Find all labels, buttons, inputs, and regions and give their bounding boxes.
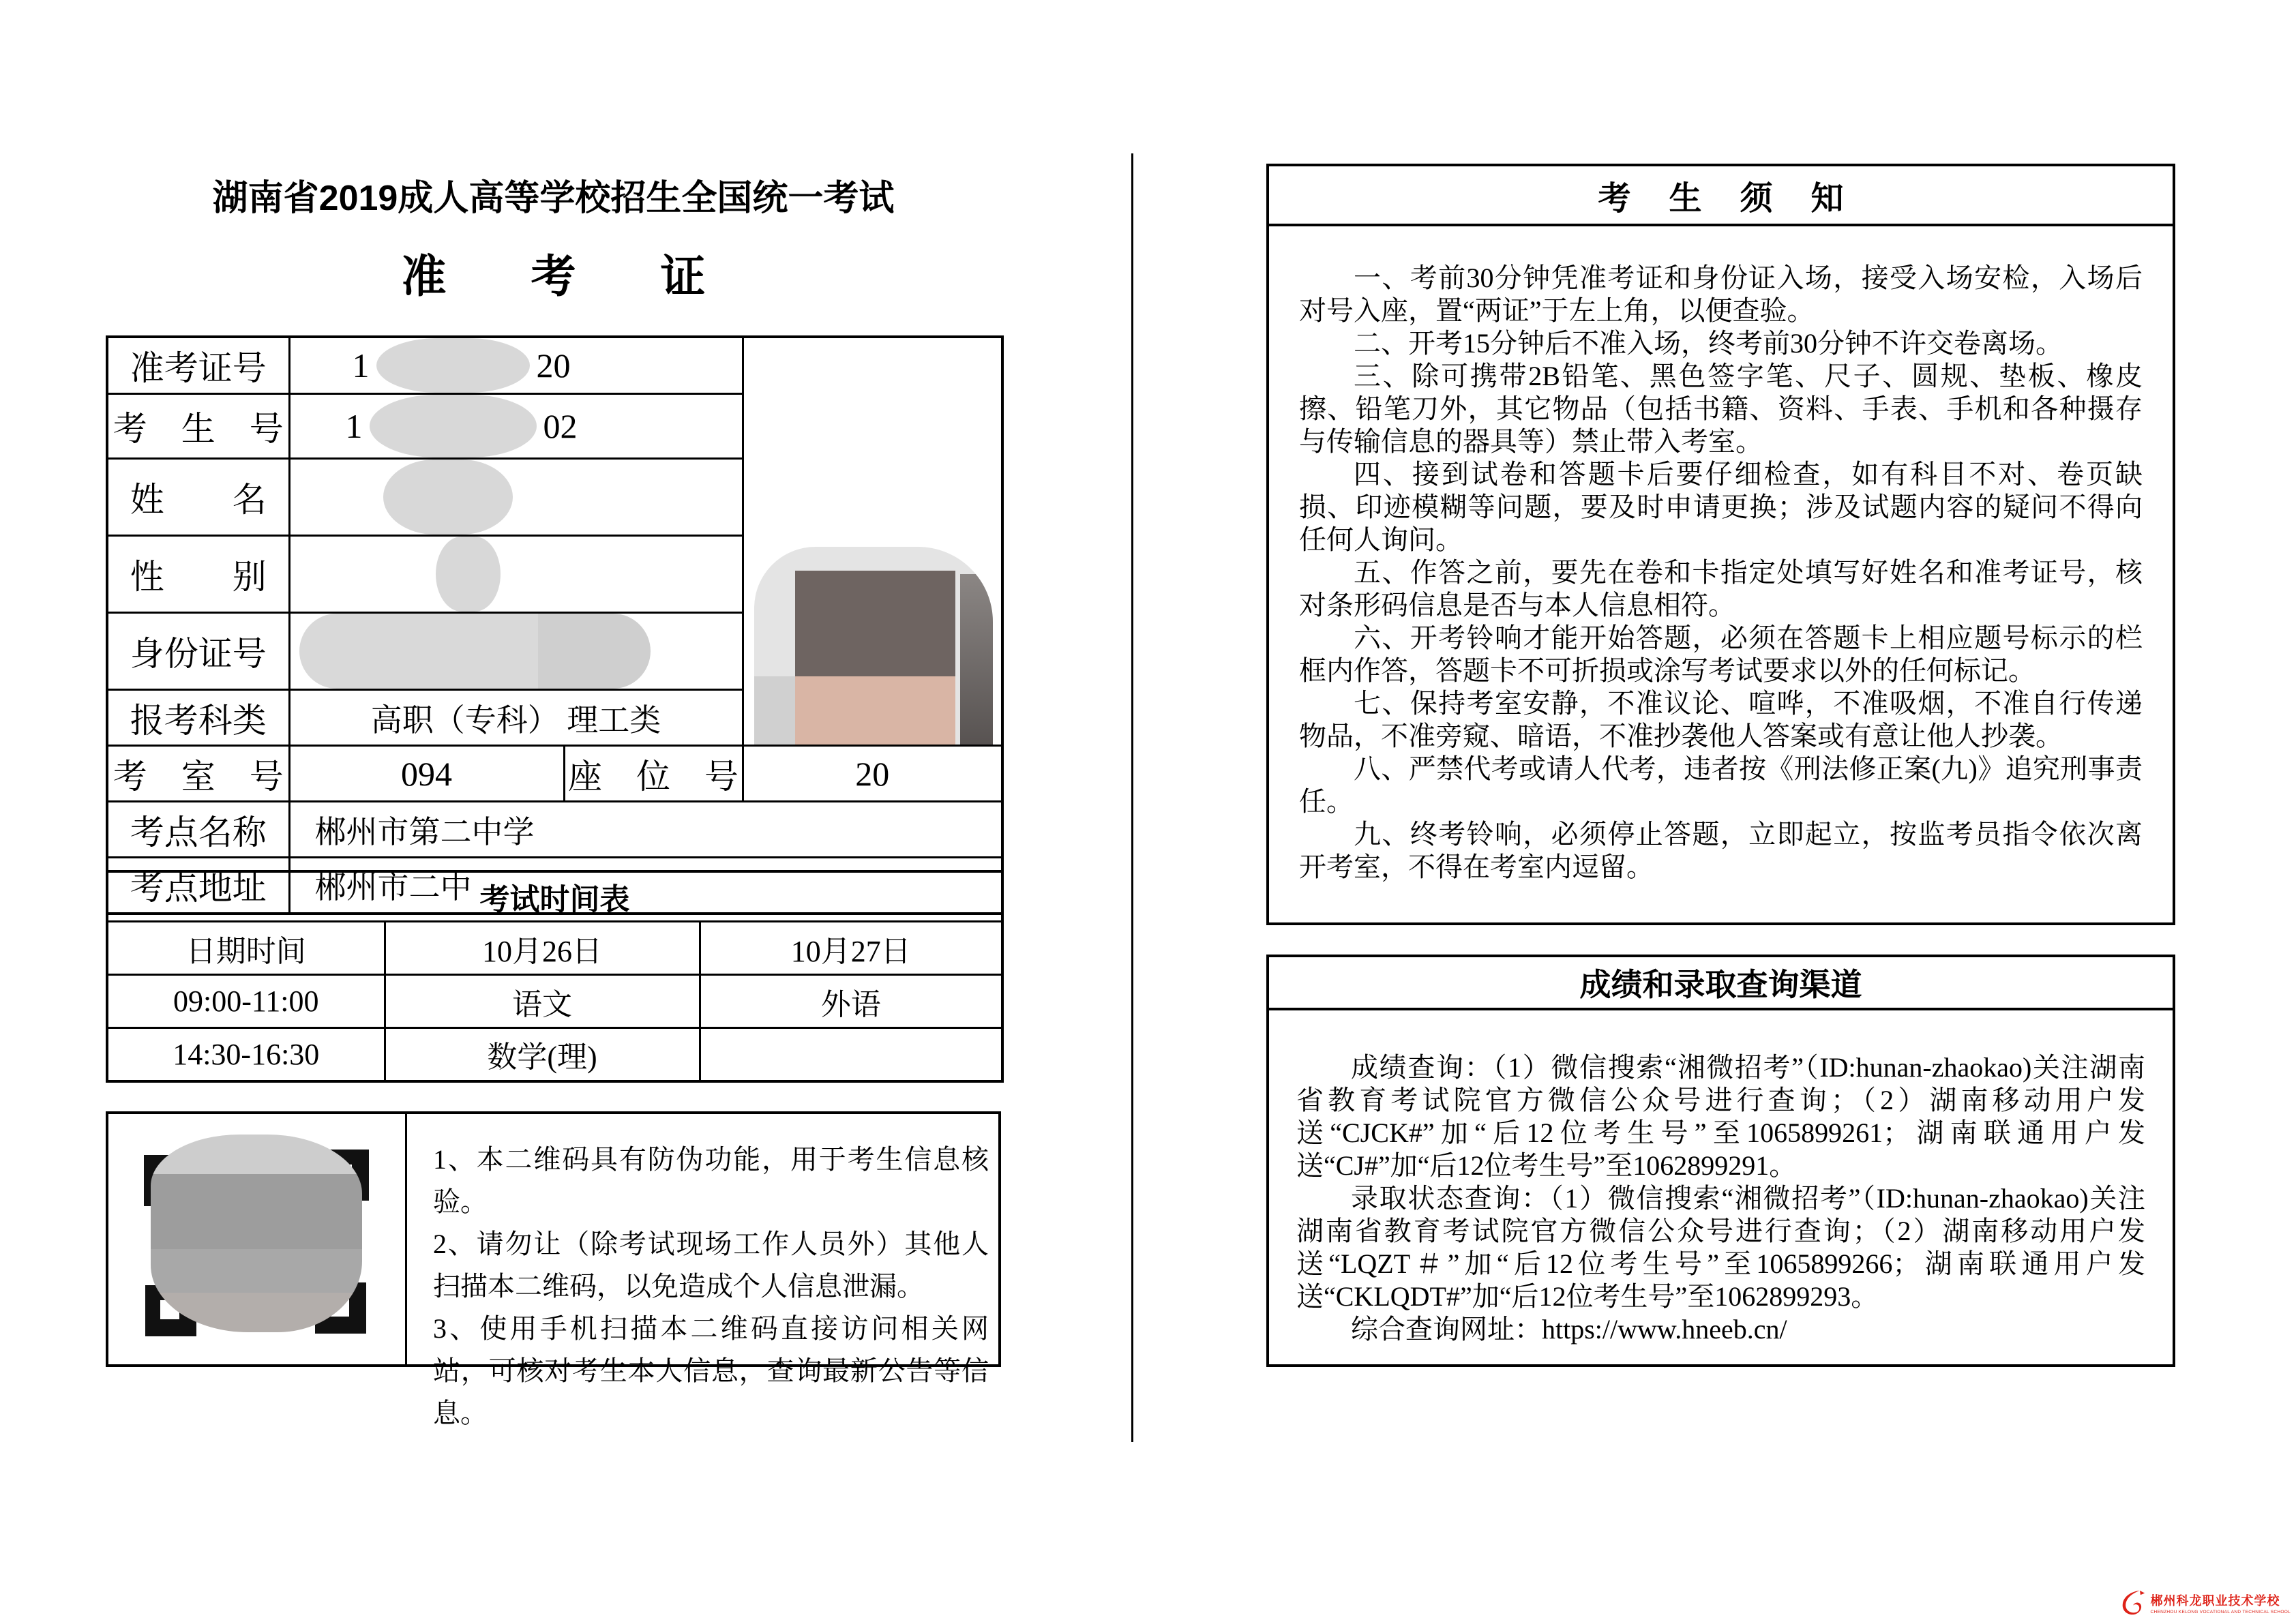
- redaction-blob: [370, 395, 537, 457]
- field-label: 考点名称: [107, 802, 289, 858]
- field-value: 1 02: [289, 394, 743, 459]
- query-paragraph: 成绩查询：（1）微信搜索“湘微招考”（ID:hunan-zhaokao)关注湖南省教育考试院官方微信公众号进行查询；（2）湖南移动用户发送“CJCK#”加“后12位考生号”至1065899261；湖南联通用户发送“CJ#”加“后12位考生号”至1062899291。: [1296, 1052, 2145, 1181]
- notice-item: 四、接到试卷和答题卡后要仔细检查，如有科目不对、卷页缺损、印迹模糊等问题，要及时申请更换；涉及试题内容的疑问不得向任何人询问。: [1299, 459, 2143, 555]
- field-value: 郴州市二中: [289, 858, 1002, 914]
- field-value: [289, 536, 743, 613]
- exam-timetable: [106, 870, 1004, 1083]
- school-logo-icon: [2121, 1589, 2146, 1617]
- field-value: [289, 459, 743, 536]
- notice-item: 五、作答之前，要先在卷和卡指定处填写好姓名和准考证号，核对条形码信息是否与本人信息相符。: [1299, 557, 2143, 620]
- notice-item: 七、保持考室安静，不准议论、喧哗，不准吸烟，不准自行传递物品，不准旁窥、暗语，不准抄袭他人答案或有意让他人抄袭。: [1299, 688, 2143, 751]
- notice-title: 考生须知: [1269, 166, 2173, 226]
- info-row: [107, 337, 1002, 394]
- timetable-header-cell: 10月27日: [700, 922, 1002, 975]
- timetable-cell: 14:30-16:30: [107, 1028, 385, 1081]
- timetable-cell: [700, 1028, 1002, 1081]
- field-value: 高职（专科） 理工类: [289, 690, 743, 746]
- timetable-header-cell: 10月26日: [385, 922, 700, 975]
- ticket-title: 准考证: [401, 251, 790, 301]
- photo-cell: [743, 337, 1002, 746]
- redaction-blob: [383, 460, 513, 535]
- notice-item: 八、严禁代考或请人代考，违者按《刑法修正案(九)》追究刑事责任。: [1299, 753, 2143, 817]
- field-label: 报考科类: [107, 690, 289, 746]
- photo-mosaic: [754, 547, 993, 746]
- school-name-cn: 郴州科龙职业技术学校: [2150, 1594, 2280, 1608]
- candidate-info-table: [106, 335, 1004, 915]
- field-label: 准考证号: [107, 337, 289, 394]
- timetable-cell: 外语: [700, 975, 1002, 1028]
- page-divider: [1131, 153, 1133, 1442]
- qr-redaction-blob: [151, 1135, 362, 1332]
- school-logo: [2121, 1589, 2291, 1617]
- field-label: 座 位 号: [564, 746, 743, 802]
- field-label: 考 生 号: [107, 394, 289, 459]
- query-title: 成绩和录取查询渠道: [1269, 957, 2173, 1010]
- seat-number: 20: [743, 746, 1002, 802]
- query-body: [1269, 1010, 2173, 1346]
- notice-item: 六、开考铃响才能开始答题，必须在答题卡上相应题号标示的栏框内作答，答题卡不可折损或涂写考试要求以外的任何标记。: [1299, 622, 2143, 686]
- room-seat-row: [107, 746, 1002, 802]
- qr-note: 2、请勿让（除考试现场工作人员外）其他人扫描本二维码，以免造成个人信息泄漏。: [433, 1229, 989, 1302]
- query-box: [1266, 955, 2175, 1367]
- field-label: 性 别: [107, 536, 289, 613]
- qr-code-cell: [108, 1114, 407, 1364]
- room-number: 094: [289, 746, 564, 802]
- site-row: [107, 802, 1002, 858]
- notice-item: 二、开考15分钟后不准入场，终考前30分钟不许交卷离场。: [1354, 328, 2063, 359]
- timetable-title: 考试时间表: [107, 871, 1002, 922]
- timetable-cell: 09:00-11:00: [107, 975, 385, 1028]
- field-value: [289, 613, 743, 690]
- notice-item: 九、终考铃响，必须停止答题，立即起立，按监考员指令依次离开考室，不得在考室内逗留。: [1299, 819, 2143, 882]
- redaction-blob: [436, 537, 501, 612]
- field-value: 郴州市第二中学: [289, 802, 1002, 858]
- field-label: 姓 名: [107, 459, 289, 536]
- exam-title: 湖南省2019成人高等学校招生全国统一考试: [212, 179, 895, 218]
- query-paragraph: 综合查询网址：https://www.hneeb.cn/: [1351, 1314, 1787, 1345]
- field-value: 1 20: [289, 337, 743, 394]
- query-paragraph: 录取状态查询：（1）微信搜索“湘微招考”（ID:hunan-zhaokao)关注湖南省教育考试院官方微信公众号进行查询；（2）湖南移动用户发送“LQZT＃”加“后12位考生号”至1065899266；湖南联通用户发送“CKLQDT#”加“后12位考生号”至1062899293。: [1296, 1183, 2145, 1312]
- notice-item: 三、除可携带2B铅笔、黑色签字笔、尺子、圆规、垫板、橡皮擦、铅笔刀外，其它物品（包括书籍、资料、手表、手机和各种摄存与传输信息的器具等）禁止带入考室。: [1299, 361, 2143, 457]
- timetable-header-cell: 日期时间: [107, 922, 385, 975]
- notice-body: [1269, 226, 2173, 884]
- redaction-blob: [376, 338, 530, 393]
- notice-box: [1266, 164, 2175, 925]
- redaction-blob: [299, 614, 651, 689]
- field-label: 身份证号: [107, 613, 289, 690]
- qr-section: [106, 1111, 1001, 1428]
- qr-note: 3、使用手机扫描本二维码直接访问相关网站，可核对考生本人信息，查询最新公告等信息。: [433, 1313, 989, 1428]
- notice-item: 一、考前30分钟凭准考证和身份证入场，接受入场安检，入场后对号入座，置“两证”于左上角，以便查验。: [1299, 262, 2143, 326]
- qr-note: 1、本二维码具有防伪功能，用于考生信息核验。: [433, 1144, 989, 1217]
- timetable-cell: 语文: [385, 975, 700, 1028]
- field-label: 考 室 号: [107, 746, 289, 802]
- qr-notes: [407, 1114, 998, 1428]
- qr-code-redacted: [144, 1147, 369, 1336]
- school-logo-text: [2150, 1591, 2291, 1615]
- timetable-cell: 数学(理): [385, 1028, 700, 1081]
- school-name-en: CHENZHOU KELONG VOCATIONAL AND TECHNICAL SCHOOL: [2150, 1610, 2291, 1615]
- field-label: 考点地址: [107, 858, 289, 914]
